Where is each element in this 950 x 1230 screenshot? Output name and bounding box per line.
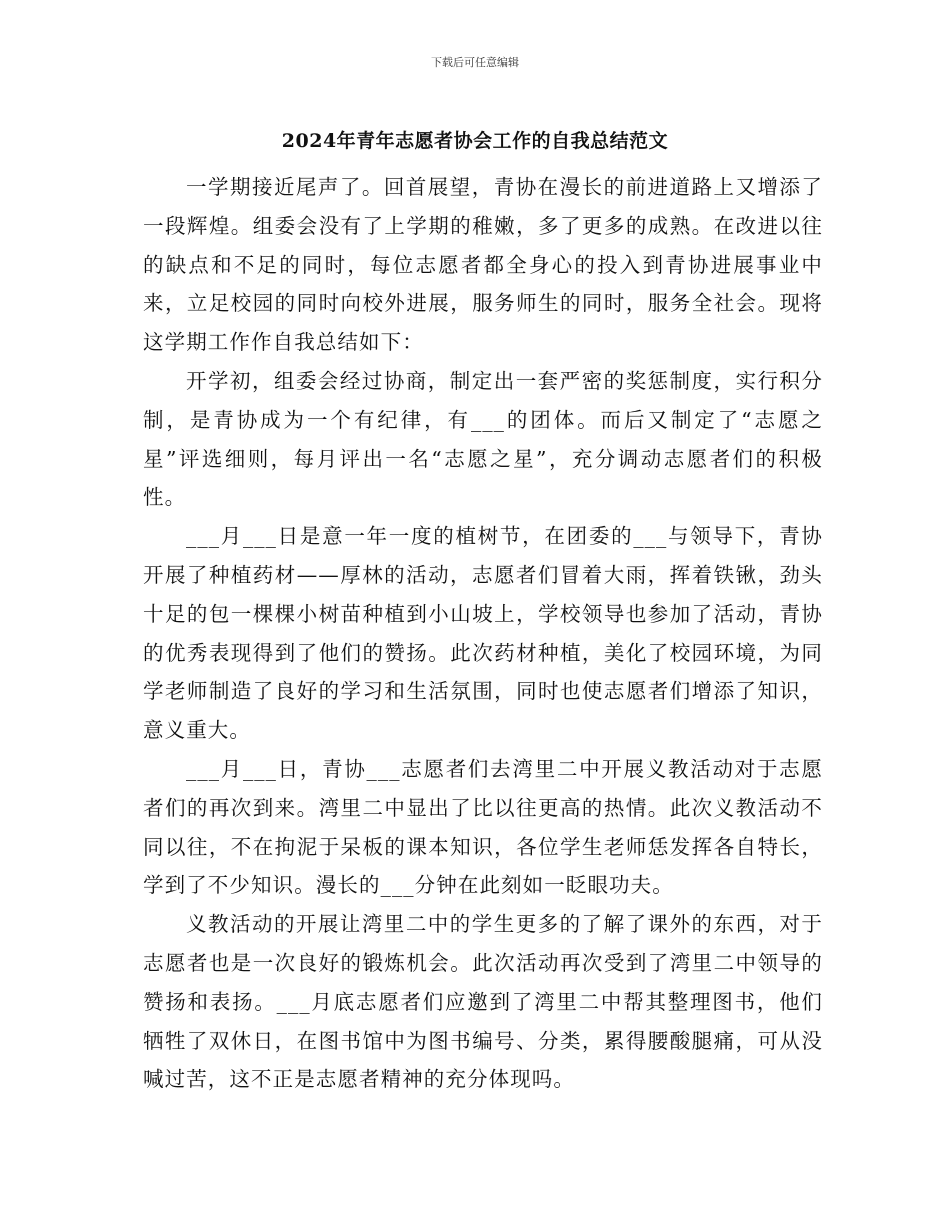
paragraph-rules: 开学初，组委会经过协商，制定出一套严密的奖惩制度，实行积分制，是青协成为一个有纪律，有___的团体。而后又制定了“志愿之星”评选细则，每月评出一名“志愿之星”，充分调动志愿者们的积极性。 — [143, 368, 823, 510]
document-title: 2024年青年志愿者协会工作的自我总结范文 — [281, 130, 669, 152]
paragraph-teaching: ___月___日，青协___志愿者们去湾里二中开展义教活动对于志愿者们的再次到来。湾里二中显出了比以往更高的热情。此次义教活动不同以往，不在拘泥于呆板的课本知识，各位学生老师恁发挥各自特长，学到了不少知识。漫长的___分钟在此刻如一眨眼功夫。 — [143, 756, 823, 898]
paragraph-tree-planting: ___月___日是意一年一度的植树节，在团委的___与领导下，青协开展了种植药材——厚林的活动，志愿者们冒着大雨，挥着铁锹，劲头十足的包一棵棵小树苗种植到小山坡上，学校领导也参加了活动，青协的优秀表现得到了他们的赞扬。此次药材种植，美化了校园环境，为同学老师制造了良好的学习和生活氛围，同时也使志愿者们增添了知识，意义重大。 — [143, 524, 823, 743]
paragraph-intro: 一学期接近尾声了。回首展望，青协在漫长的前进道路上又增添了一段辉煌。组委会没有了上学期的稚嫩，多了更多的成熟。在改进以往的缺点和不足的同时，每位志愿者都全身心的投入到青协进展事业中来，立足校园的同时向校外进展，服务师生的同时，服务全社会。现将这学期工作作自我总结如下： — [143, 175, 823, 355]
page-header-note: 下载后可任意编辑 — [431, 56, 519, 69]
paragraph-library: 义教活动的开展让湾里二中的学生更多的了解了课外的东西，对于志愿者也是一次良好的锻炼机会。此次活动再次受到了湾里二中领导的赞扬和表扬。___月底志愿者们应邀到了湾里二中帮其整理图书，他们牺牲了双休日，在图书馆中为图书编号、分类，累得腰酸腿痛，可从没喊过苦，这不正是志愿者精神的充分体现吗。 — [143, 912, 823, 1092]
document-body — [143, 168, 823, 1099]
